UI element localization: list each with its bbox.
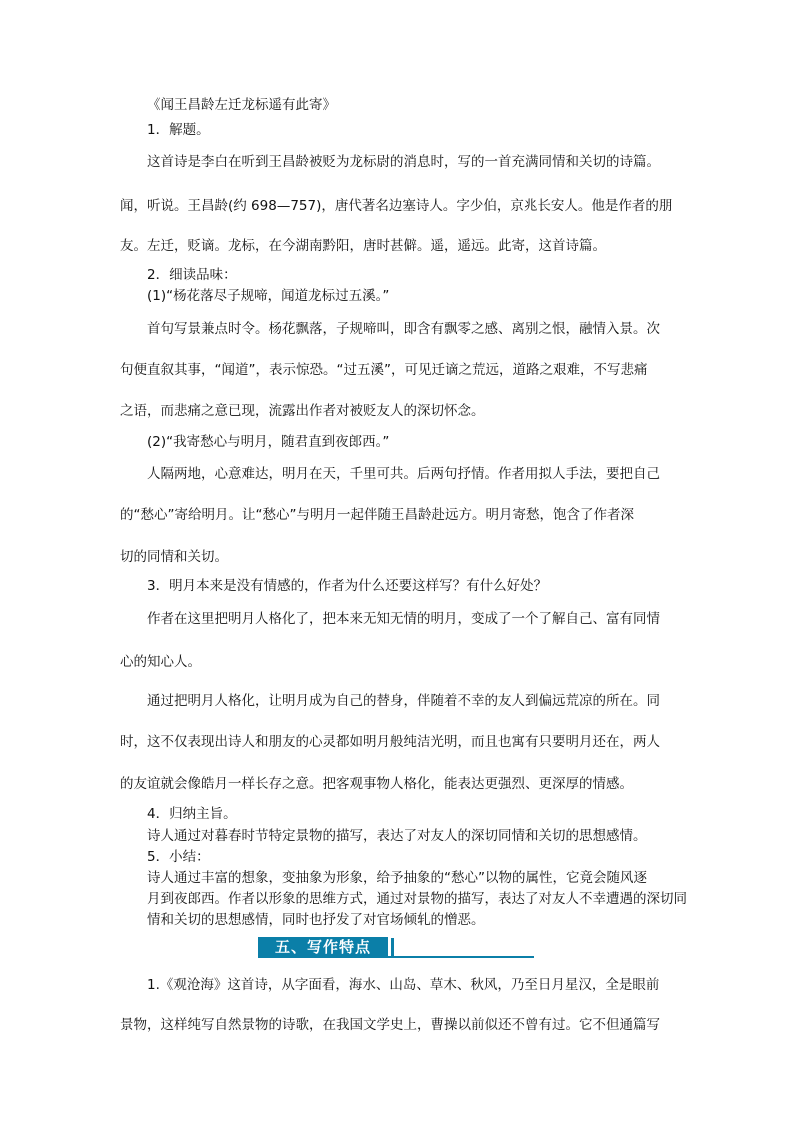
- poem-title: 《闻王昌龄左迁龙标遥有此寄》: [147, 97, 336, 113]
- paragraph-line: 句便直叙其事，“闻道”，表示惊恐。“过五溪”，可见迁谪之荒远，道路之艰难，不写悲痛: [120, 362, 648, 378]
- paragraph-line: 1.《观沧海》这首诗，从字面看，海水、山岛、草木、秋风，乃至日月星汉，全是眼前: [147, 977, 660, 993]
- section-header-title: 五、写作特点: [258, 937, 388, 957]
- section-header-bar: [391, 938, 394, 956]
- paragraph-line: 切的同情和关切。: [120, 549, 228, 565]
- item-3-heading: 3．明月本来是没有情感的，作者为什么还要这样写？有什么好处？: [147, 578, 548, 594]
- paragraph-line: 首句写景兼点时令。杨花飘落，子规啼叫，即含有飘零之感、离别之恨，融情入景。次: [147, 321, 660, 337]
- item-1-heading: 1．解题。: [147, 122, 210, 138]
- section-header-rule: [258, 956, 534, 958]
- paragraph-line: 的“愁心”寄给明月。让“愁心”与明月一起伴随王昌龄赴远方。明月寄愁，饱含了作者深: [120, 507, 634, 523]
- paragraph-line: 景物，这样纯写自然景物的诗歌，在我国文学史上，曹操以前似还不曾有过。它不但通篇写: [120, 1017, 660, 1033]
- section-header: [258, 937, 534, 959]
- paragraph-line: 作者在这里把明月人格化了，把本来无知无情的明月，变成了一个了解自己、富有同情: [147, 611, 660, 627]
- paragraph-line: 月到夜郎西。作者以形象的思维方式，通过对景物的描写，表达了对友人不幸遭遇的深切同: [147, 891, 687, 907]
- paragraph-line: 通过把明月人格化，让明月成为自己的替身，伴随着不幸的友人到偏远荒凉的所在。同: [147, 693, 660, 709]
- paragraph-line: 之语，而悲痛之意已现，流露出作者对被贬友人的深切怀念。: [120, 403, 485, 419]
- paragraph-line: 人隔两地，心意难达，明月在天，千里可共。后两句抒情。作者用拟人手法，要把自己: [147, 466, 660, 482]
- quote-line: (1)“杨花落尽子规啼，闻道龙标过五溪。”: [147, 288, 390, 304]
- paragraph-line: 情和关切的思想感情，同时也抒发了对官场倾轧的憎恶。: [147, 912, 485, 928]
- item-4-heading: 4．归纳主旨。: [147, 806, 237, 822]
- item-2-heading: 2．细读品味：: [147, 267, 237, 283]
- quote-line: (2)“我寄愁心与明月，随君直到夜郎西。”: [147, 434, 390, 450]
- paragraph-line: 闻，听说。王昌龄(约 698—757)，唐代著名边塞诗人。字少伯，京兆长安人。他是作者的朋: [120, 198, 673, 214]
- paragraph-line: 时，这不仅表现出诗人和朋友的心灵都如明月般纯洁光明，而且也寓有只要明月还在，两人: [120, 734, 660, 750]
- paragraph-line: 友。左迁，贬谪。龙标，在今湖南黔阳，唐时甚僻。遥，遥远。此寄，这首诗篇。: [120, 238, 606, 254]
- paragraph-line: 这首诗是李白在听到王昌龄被贬为龙标尉的消息时，写的一首充满同情和关切的诗篇。: [147, 154, 660, 170]
- paragraph-line: 诗人通过对暮春时节特定景物的描写，表达了对友人的深切同情和关切的思想感情。: [147, 828, 647, 844]
- paragraph-line: 诗人通过丰富的想象，变抽象为形象，给予抽象的“愁心”以物的属性，它竟会随风逐: [147, 870, 647, 886]
- item-5-heading: 5．小结：: [147, 849, 210, 865]
- paragraph-line: 心的知心人。: [120, 654, 201, 670]
- paragraph-line: 的友谊就会像皓月一样长存之意。把客观事物人格化，能表达更强烈、更深厚的情感。: [120, 776, 633, 792]
